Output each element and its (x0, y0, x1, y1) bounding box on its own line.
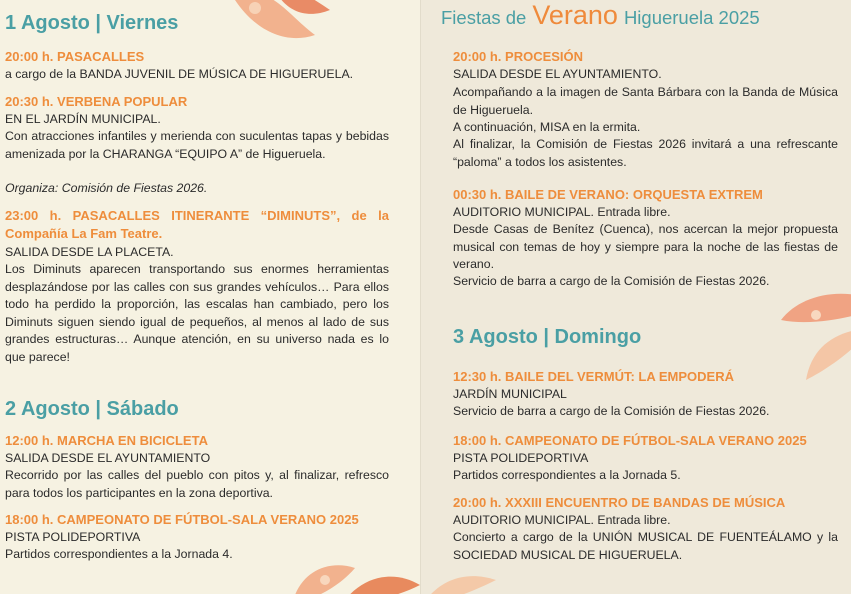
left-page (0, 0, 421, 594)
e7-line1: AUDITORIO MUNICIPAL. Entrada libre. (453, 205, 671, 219)
leaf-decoration-top (225, 0, 335, 50)
header-big: Verano (532, 0, 618, 30)
right-content (421, 0, 851, 594)
e2-organizer: Organiza: Comisión de Fiestas 2026. (5, 181, 208, 195)
day3-heading: 3 Agosto | Domingo (453, 326, 642, 348)
e9-title: 18:00 h. CAMPEONATO DE FÚTBOL-SALA VERANO 2025 (453, 433, 807, 448)
e9-line2: Partidos correspondientes a la Jornada 5. (453, 468, 681, 482)
e7-body: Desde Casas de Benítez (Cuenca), nos acercan la mejor propuesta musical con temas de hoy y siempre para la noche de las fiestas de verano. (453, 222, 838, 271)
e8-line2: Servicio de barra a cargo de la Comisión de Fiestas 2026. (453, 404, 770, 418)
e3-body: Los Diminuts aparecen transportando sus enormes herramientas desplazándose por las calles con sus grandes vehículos… Para ellos todo ha perdido la proporción, las escalas han cambiado, pero los Diminuts siguen siendo igual de pequeños, al menos al lado de sus grandes estructuras… Aunque atención, en su universo nada es lo que parece! (5, 262, 389, 364)
e10-body: Concierto a cargo de la UNIÓN MUSICAL DE FUENTEÁLAMO y la SOCIEDAD MUSICAL DE HIGUERUELA. (453, 530, 838, 562)
e6-line1: SALIDA DESDE EL AYUNTAMIENTO. (453, 67, 662, 81)
e5-title: 18:00 h. CAMPEONATO DE FÚTBOL-SALA VERANO 2025 (5, 512, 359, 527)
header-pre: Fiestas de (441, 7, 527, 28)
day1-heading: 1 Agosto | Viernes (5, 12, 179, 34)
e7-line2: Servicio de barra a cargo de la Comisión de Fiestas 2026. (453, 274, 770, 288)
e5-line1: PISTA POLIDEPORTIVA (5, 530, 141, 544)
e10-title: 20:00 h. XXXIII ENCUENTRO DE BANDAS DE MÚSICA (453, 495, 786, 510)
e1-line1: a cargo de la BANDA JUVENIL DE MÚSICA DE HIGUERUELA. (5, 67, 354, 81)
e1-title: 20:00 h. PASACALLES (5, 49, 145, 64)
e4-line1: SALIDA DESDE EL AYUNTAMIENTO (5, 451, 211, 465)
e3-title: 23:00 h. PASACALLES ITINERANTE “DIMINUTS”, de la Compañía La Fam Teatre. (5, 208, 389, 241)
e4-title: 12:00 h. MARCHA EN BICICLETA (5, 433, 208, 448)
e7-title: 00:30 h. BAILE DE VERANO: ORQUESTA EXTREM (453, 187, 763, 202)
header-post: Higueruela 2025 (623, 7, 760, 28)
e6-body2: Al finalizar, la Comisión de Fiestas 2026 invitará a una refrescante “paloma” a todos los asistentes. (453, 137, 838, 169)
e2-title: 20:30 h. VERBENA POPULAR (5, 94, 188, 109)
e5-line2: Partidos correspondientes a la Jornada 4. (5, 547, 233, 561)
e6-line2: A continuación, MISA en la ermita. (453, 120, 641, 134)
e3-line1: SALIDA DESDE LA PLACETA. (5, 245, 174, 259)
e6-body1: Acompañando a la imagen de Santa Bárbara con la Banda de Música de Higueruela. (453, 85, 838, 117)
day2-heading: 2 Agosto | Sábado (5, 398, 179, 420)
e8-title: 12:30 h. BAILE DEL VERMÚT: LA EMPODERÁ (453, 369, 734, 384)
e2-line1: EN EL JARDÍN MUNICIPAL. (5, 112, 161, 126)
e10-line1: AUDITORIO MUNICIPAL. Entrada libre. (453, 513, 671, 527)
e9-line1: PISTA POLIDEPORTIVA (453, 451, 589, 465)
e4-body: Recorrido por las calles del pueblo con pitos y, al finalizar, refresco para todos los participantes en la zona deportiva. (5, 468, 389, 500)
e8-line1: JARDÍN MUNICIPAL (453, 387, 567, 401)
e6-title: 20:00 h. PROCESIÓN (453, 49, 584, 64)
e2-body: Con atracciones infantiles y merienda con suculentas tapas y bebidas amenizada por la CHARANGA “EQUIPO A” de Higueruela. (5, 129, 389, 161)
